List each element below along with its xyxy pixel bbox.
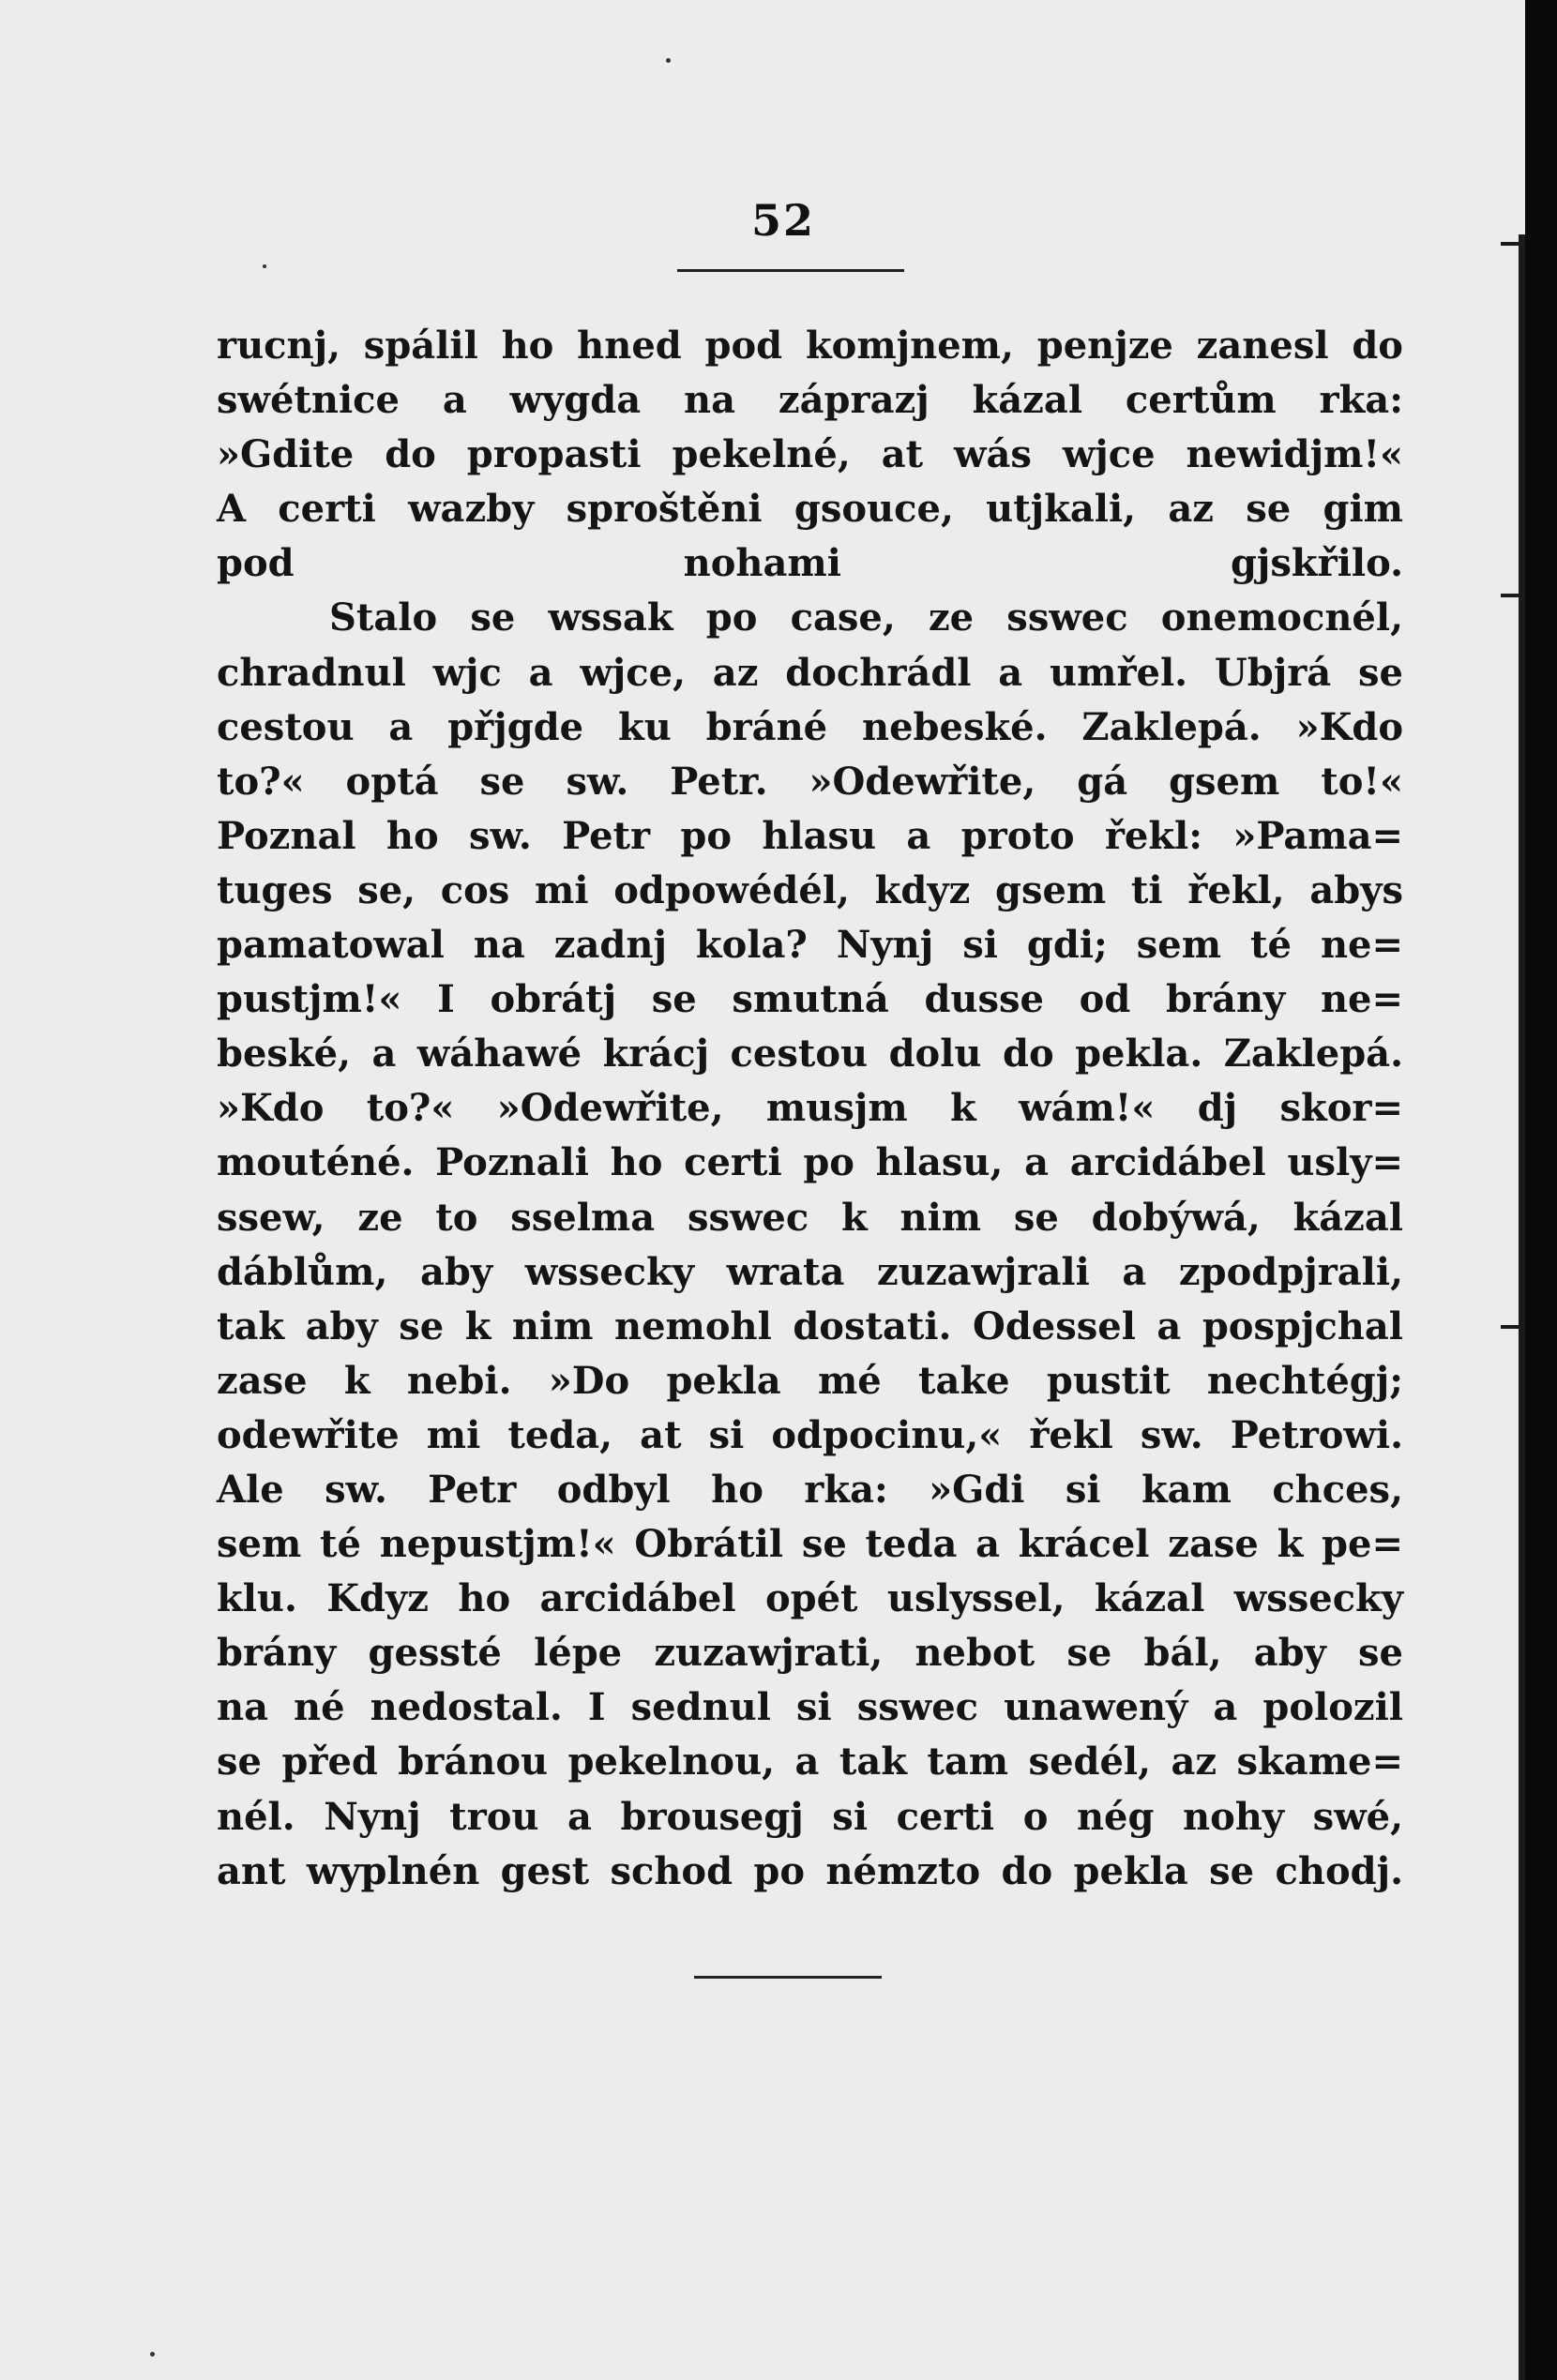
text-line: brány gessté lépe zuzawjrati, nebot se bál, aby se [217, 1631, 1403, 1676]
header-rule [677, 269, 904, 272]
text-line: na né nedostal. I sednul si sswec unawený a polozil [217, 1685, 1403, 1730]
body-text [217, 319, 1403, 1899]
text-line: mouténé. Poznali ho certi po hlasu, a arcidábel usly= [217, 1140, 1403, 1185]
paper-speck [263, 264, 266, 268]
text-line: zase k nebi. »Do pekla mé take pustit nechtégj; [217, 1358, 1403, 1403]
text-line: odewřite mi teda, at si odpocinu,« řekl sw. Petrowi. [217, 1412, 1403, 1457]
text-line: tuges se, cos mi odpowédél, kdyz gsem ti řekl, abys [217, 867, 1403, 912]
text-line: nél. Nynj trou a brousegj si certi o nég nohy swé, [217, 1794, 1403, 1839]
text-line: ssew, ze to sselma sswec k nim se dobýwá, kázal [217, 1195, 1403, 1240]
text-line: »Gdite do propasti pekelné, at wás wjce newidjm!« [217, 432, 1403, 477]
text-line: klu. Kdyz ho arcidábel opét uslyssel, kázal wssecky [217, 1576, 1403, 1621]
text-line: cestou a přjgde ku bráné nebeské. Zaklepá. »Kdo [217, 704, 1403, 749]
page-edge-shadow [1519, 234, 1525, 2380]
page-edge-mark [1501, 594, 1525, 597]
text-line: A certi wazby sproštěni gsouce, utjkali, az se gim [217, 487, 1403, 532]
text-line: tak aby se k nim nemohl dostati. Odessel a pospjchal [217, 1303, 1403, 1348]
text-line: Ale sw. Petr odbyl ho rka: »Gdi si kam chces, [217, 1467, 1403, 1512]
page-number: 52 [750, 195, 815, 246]
text-line: »Kdo to?« »Odewřite, musjm k wám!« dj skor= [217, 1086, 1403, 1131]
text-line: chradnul wjc a wjce, az dochrádl a umřel. Ubjrá se [217, 650, 1403, 695]
text-line: Stalo se wssak po case, ze sswec onemocnél, [329, 595, 1403, 640]
text-line: se před bránou pekelnou, a tak tam sedél, az skame= [217, 1740, 1403, 1785]
text-line: dáblům, aby wssecky wrata zuzawjrali a zpodpjrali, [217, 1249, 1403, 1294]
text-line: beské, a wáhawé krácj cestou dolu do pekla. Zaklepá. [217, 1032, 1403, 1077]
text-line: pustjm!« I obrátj se smutná dusse od brány ne= [217, 977, 1403, 1022]
text-line: rucnj, spálil ho hned pod komjnem, penjze zanesl do [217, 324, 1403, 368]
text-line: pod nohami gjskřilo. [217, 541, 1403, 586]
text-line: sem té nepustjm!« Obrátil se teda a krácel zase k pe= [217, 1522, 1403, 1567]
paper-speck [666, 58, 671, 63]
page-edge-mark [1501, 242, 1525, 246]
text-line: to?« optá se sw. Petr. »Odewřite, gá gsem to!« [217, 759, 1403, 804]
page-edge-mark [1501, 1325, 1525, 1329]
text-line: pamatowal na zadnj kola? Nynj si gdi; sem té ne= [217, 923, 1403, 968]
footer-rule [694, 1976, 882, 1979]
paper-speck [150, 2352, 155, 2357]
text-line: ant wyplnén gest schod po némzto do pekla se chodj. [217, 1848, 1403, 1893]
text-line: Poznal ho sw. Petr po hlasu a proto řekl: »Pama= [217, 813, 1403, 858]
text-line: swétnice a wygda na záprazj kázal certům rka: [217, 378, 1403, 423]
